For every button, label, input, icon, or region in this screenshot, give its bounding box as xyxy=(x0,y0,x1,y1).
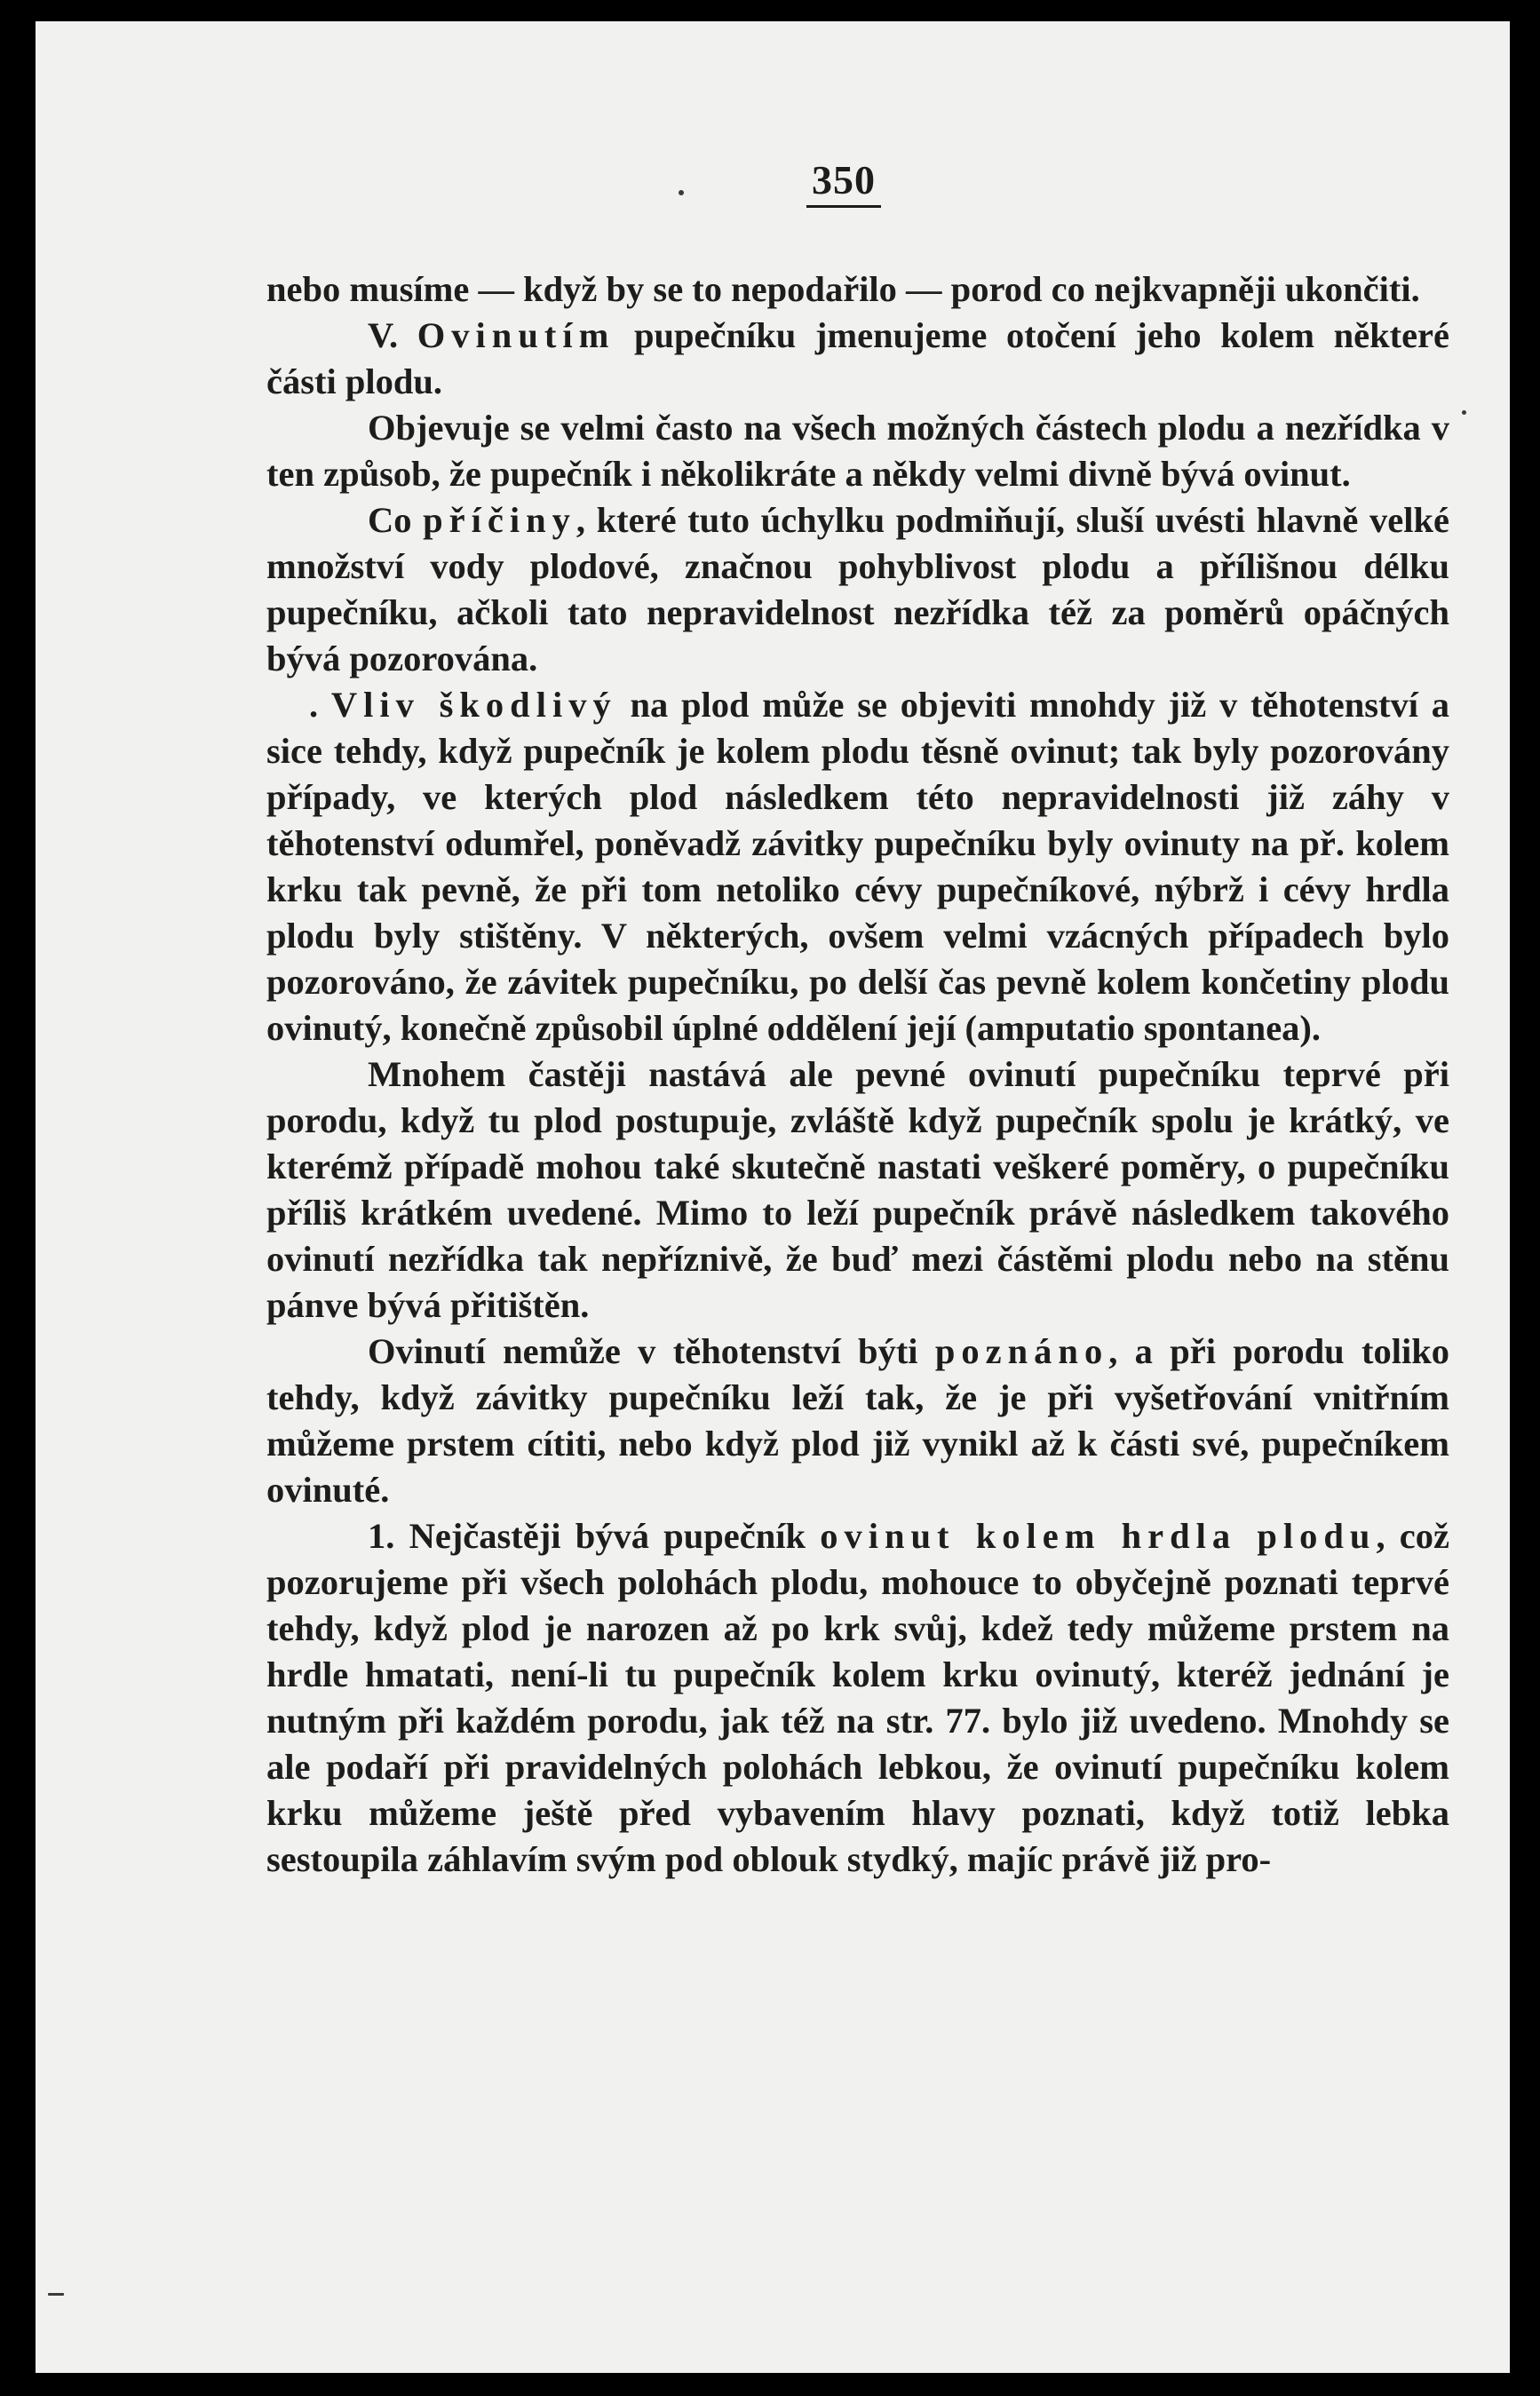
speck-mark xyxy=(1462,410,1466,415)
paragraph-7: Ovinutí nemůže v těhotenství býti poznáno, a při porodu toliko tehdy, když závitky pupečníku leží tak, že je při vyšetřování vnitřním můžeme prstem cítiti, nebo když plod již vynikl až k části své, pupečníkem ovinuté. xyxy=(266,1331,1449,1510)
emphasized-term: příčiny xyxy=(423,500,576,540)
paragraph-2: V. Ovinutím pupečníku jmenujeme otočení jeho kolem některé části plodu. xyxy=(266,315,1450,401)
emphasized-term: Ovinutím xyxy=(417,315,615,355)
book-page xyxy=(36,21,1510,2373)
paragraph-5: . Vliv škodlivý na plod může se objeviti mnohdy již v těhotenství a sice tehdy, když pupečník je kolem plodu těsně ovinut; tak byly pozorovány případy, ve kterých plod následkem této nepravidelnosti již záhy v těhotenství odumřel, poněvadž závitky pupečníku byly ovinuty na př. kolem krku tak pevně, že při tom netoliko cévy pupečníkové, nýbrž i cévy hrdla plodu byly stištěny. V některých, ovšem velmi vzácných případech bylo pozorováno, že závitek pupečníku, po delší čas pevně kolem končetiny plodu ovinutý, konečně způsobil úplné oddělení její (amputatio spontanea). xyxy=(266,685,1450,1048)
paragraph-8: 1. Nejčastěji bývá pupečník ovinut kolem hrdla plodu, což pozorujeme při všech polohách plodu, mohouce to obyčejně poznati teprvé tehdy, když plod je narozen až po krk svůj, kdež tedy můžeme prstem na hrdle hmatati, není-li tu pupečník kolem krku ovinutý, kteréž jednání je nutným při každém porodu, jak též na str. 77. bylo již uvedeno. Mnohdy se ale podaří při pravidelných polohách lebkou, že ovinutí pupečníku kolem krku můžeme ještě před vybavením hlavy poznati, když totiž lebka sestoupila záhlavím svým pod oblouk stydký, majíc právě již pro- xyxy=(266,1516,1449,1879)
emphasized-term: Vliv škodlivý xyxy=(330,685,617,725)
paragraph-1: nebo musíme — když by se to nepodařilo — porod co nejkvapněji ukončiti. xyxy=(266,269,1420,309)
paragraph-4: Co příčiny, které tuto úchylku podmiňují, sluší uvésti hlavně velké množství vody plodové, značnou pohyblivost plodu a přílišnou délku pupečníku, ačkoli tato nepravidelnost nezřídka též za poměrů opáčných bývá pozorována. xyxy=(266,500,1450,678)
paragraph-6: Mnohem častěji nastává ale pevné ovinutí pupečníku teprvé při porodu, když tu plod postupuje, zvláště když pupečník spolu je krátký, ve kterémž případě mohou také skutečně nastati veškeré poměry, o pupečníku příliš krátkém uvedené. Mimo to leží pupečník právě následkem takového ovinutí nezřídka tak nepříznivě, že buď mezi částěmi plodu nebo na stěnu pánve bývá přitištěn. xyxy=(266,1054,1449,1325)
emphasized-term: poznáno xyxy=(934,1331,1109,1371)
speck-mark xyxy=(48,2293,64,2296)
body-text xyxy=(266,266,1449,1883)
speck-mark xyxy=(679,190,684,195)
emphasized-term: ovinut kolem hrdla plodu xyxy=(820,1516,1377,1556)
page-number: 350 xyxy=(36,156,1510,208)
paragraph-3: Objevuje se velmi často na všech možných částech plodu a nezřídka v ten způsob, že pupečník i několikráte a někdy velmi divně bývá ovinut. xyxy=(266,408,1449,494)
